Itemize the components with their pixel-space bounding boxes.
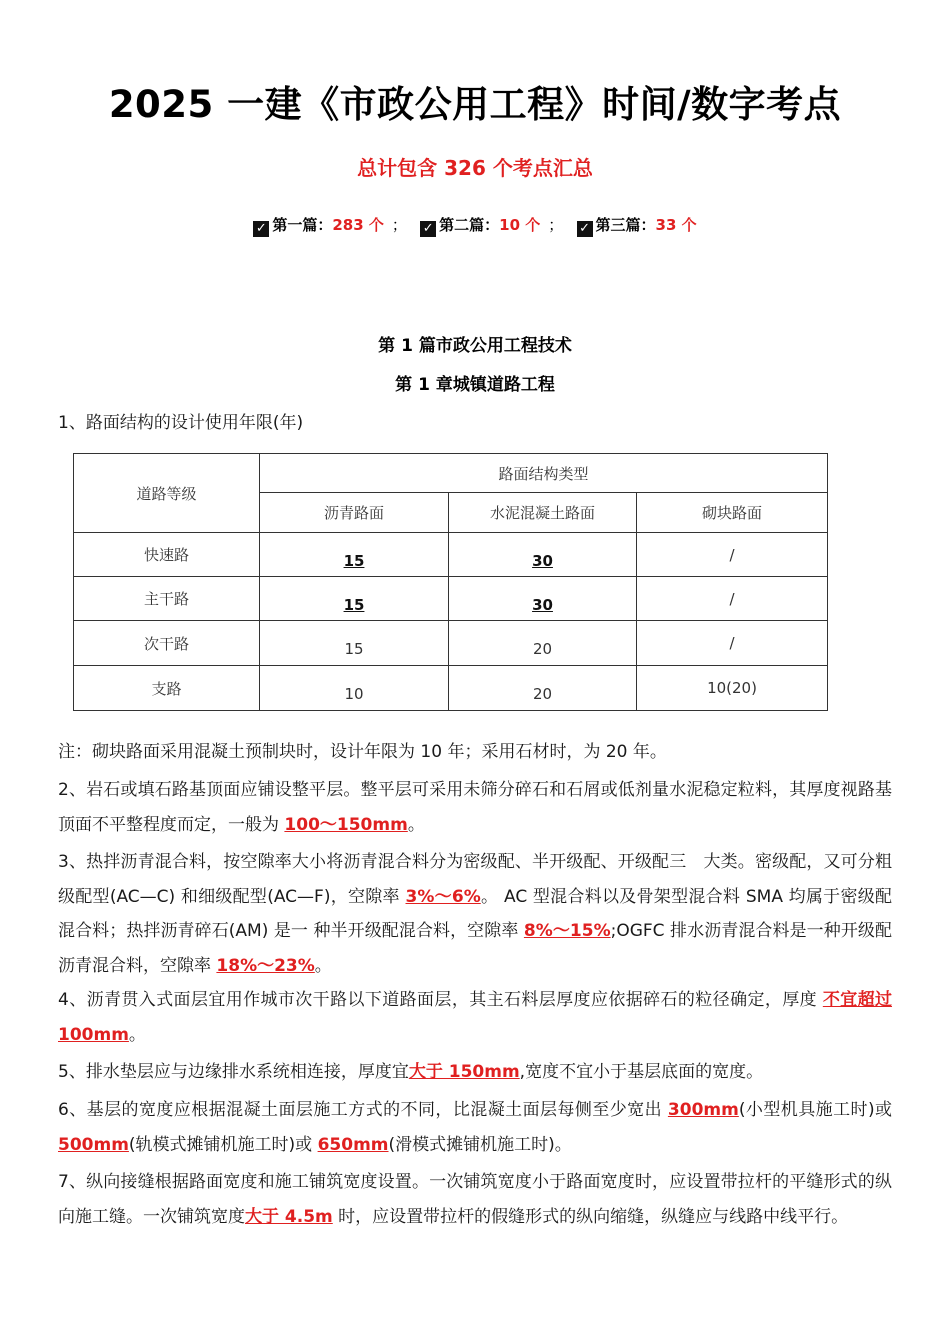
highlight-value: 大于 150mm: [408, 1062, 520, 1082]
paragraph-text: 5、排水垫层应与边缘排水系统相连接，厚度宜: [58, 1062, 409, 1082]
table-cell-value: /: [637, 621, 828, 666]
table-cell-value: 30: [532, 595, 553, 614]
paragraph-3: [58, 845, 892, 983]
page-subtitle: 总计包含 326 个考点汇总: [357, 156, 593, 180]
part3-count: 33 个: [655, 216, 697, 234]
part1-label: 第一篇：: [272, 216, 333, 234]
table-cell-value: 10: [260, 666, 449, 711]
highlight-value: 100mm: [58, 1024, 129, 1045]
table-row: [74, 577, 828, 621]
question-1-heading: 1、路面结构的设计使用年限(年): [58, 413, 304, 433]
table-header-group: 路面结构类型: [260, 454, 828, 493]
paragraph-text: (小型机具施工时)或: [738, 1100, 893, 1120]
part1-count: 283 个: [332, 216, 384, 234]
paragraph-text: 。: [128, 1024, 146, 1045]
table-note: 注：砌块路面采用混凝土预制块时，设计年限为 10 年；采用石材时，为 20 年。: [58, 742, 667, 762]
paragraph-2: [58, 773, 892, 842]
design-life-table: [73, 453, 828, 711]
paragraph-text: ;OGFC 排水沥青混合料是一种开级配沥青混合料，空隙率: [58, 921, 892, 976]
paragraph-text: ,宽度不宜小于基层底面的宽度。: [519, 1062, 764, 1082]
table-cell-grade: 主干路: [74, 577, 260, 621]
paragraph-text: 7、纵向接缝根据路面宽度和施工铺筑宽度设置。一次铺筑宽度小于路面宽度时，应设置带拉杆的平缝形式的纵向施工缝。一次铺筑宽度: [58, 1172, 892, 1227]
part2-label: 第二篇：: [439, 216, 500, 234]
table-cell-value: 10(20): [637, 666, 828, 711]
highlight-value: 8%～15%: [523, 921, 611, 941]
table-cell-value: 20: [449, 666, 637, 711]
part3-label: 第三篇：: [595, 216, 656, 234]
checkbox-checked-icon: ✓: [420, 221, 436, 237]
table-cell-value: 20: [449, 621, 637, 666]
highlight-value: 大于 4.5m: [245, 1206, 333, 1227]
table-cell-value: 30: [532, 551, 553, 570]
table-header-col: 砌块路面: [637, 493, 828, 533]
paragraph-text: 3、热拌沥青混合料，按空隙率大小将沥青混合料分为密级配、半开级配、开级配三 大类。密级配，又可分粗级配型(AC—C) 和细级配型(AC—F)，空隙率: [58, 852, 892, 907]
part2-count: 10 个: [499, 216, 541, 234]
table-header-col: 水泥混凝土路面: [449, 493, 637, 533]
table-row: [74, 666, 828, 711]
part-heading: 第 1 篇市政公用工程技术: [378, 336, 572, 356]
checkbox-checked-icon: ✓: [577, 221, 593, 237]
paragraph-text: 4、沥青贯入式面层宜用作城市次干路以下道路面层，其主石料层厚度应依据碎石的粒径确定，厚度: [58, 990, 823, 1010]
paragraph-text: 时，应设置带拉杆的假缝形式的纵向缩缝，纵缝应与线路中线平行。: [332, 1206, 849, 1227]
highlight-value: 100～150mm: [284, 814, 408, 835]
highlight-value: 300mm: [667, 1100, 739, 1120]
paragraph-text: (轨模式摊铺机施工时)或: [128, 1134, 318, 1155]
summary-separator: ；: [391, 216, 407, 234]
table-cell-value: /: [637, 577, 828, 621]
paragraph-5: [58, 1055, 892, 1090]
highlight-value: 3%～6%: [405, 886, 481, 907]
page-title: 2025 一建《市政公用工程》时间/数字考点: [108, 83, 842, 126]
paragraph-4: [58, 983, 892, 1052]
paragraph-text: 。: [407, 814, 425, 835]
table-cell-value: 15: [343, 595, 365, 614]
paragraph-6: [58, 1093, 892, 1162]
paragraph-text: 。 AC 型混合料以及骨架型混合料 SMA 均属于密级配混合料；热拌沥青碎石(AM) 是一 种半开级配混合料，空隙率: [58, 886, 892, 941]
table-row: [74, 621, 828, 666]
paragraph-text: 2、岩石或填石路基顶面应铺设整平层。整平层可采用未筛分碎石和石屑或低剂量水泥稳定粒料，其厚度视路基顶面不平整程度而定，一般为: [58, 780, 892, 835]
table-header-col: 沥青路面: [260, 493, 449, 533]
chapter-heading: 第 1 章城镇道路工程: [395, 375, 555, 395]
table-cell-value: 15: [343, 551, 365, 570]
paragraph-text: 。: [314, 955, 332, 976]
points-summary: [0, 214, 950, 237]
highlight-value: 不宜超过: [822, 990, 893, 1010]
paragraph-text: (滑模式摊铺机施工时)。: [388, 1134, 572, 1155]
highlight-value: 18%～23%: [216, 955, 315, 976]
table-cell-grade: 快速路: [74, 533, 260, 577]
checkbox-checked-icon: ✓: [253, 221, 269, 237]
highlight-value: 500mm: [58, 1134, 129, 1155]
table-row: [74, 533, 828, 577]
paragraph-text: 6、基层的宽度应根据混凝土面层施工方式的不同，比混凝土面层每侧至少宽出: [58, 1100, 668, 1120]
table-cell-grade: 次干路: [74, 621, 260, 666]
paragraph-7: [58, 1165, 892, 1234]
table-cell-grade: 支路: [74, 666, 260, 711]
highlight-value: 650mm: [317, 1134, 389, 1155]
table-header-grade: 道路等级: [74, 454, 260, 533]
table-cell-value: /: [637, 533, 828, 577]
table-cell-value: 15: [260, 621, 449, 666]
summary-separator: ；: [548, 216, 564, 234]
